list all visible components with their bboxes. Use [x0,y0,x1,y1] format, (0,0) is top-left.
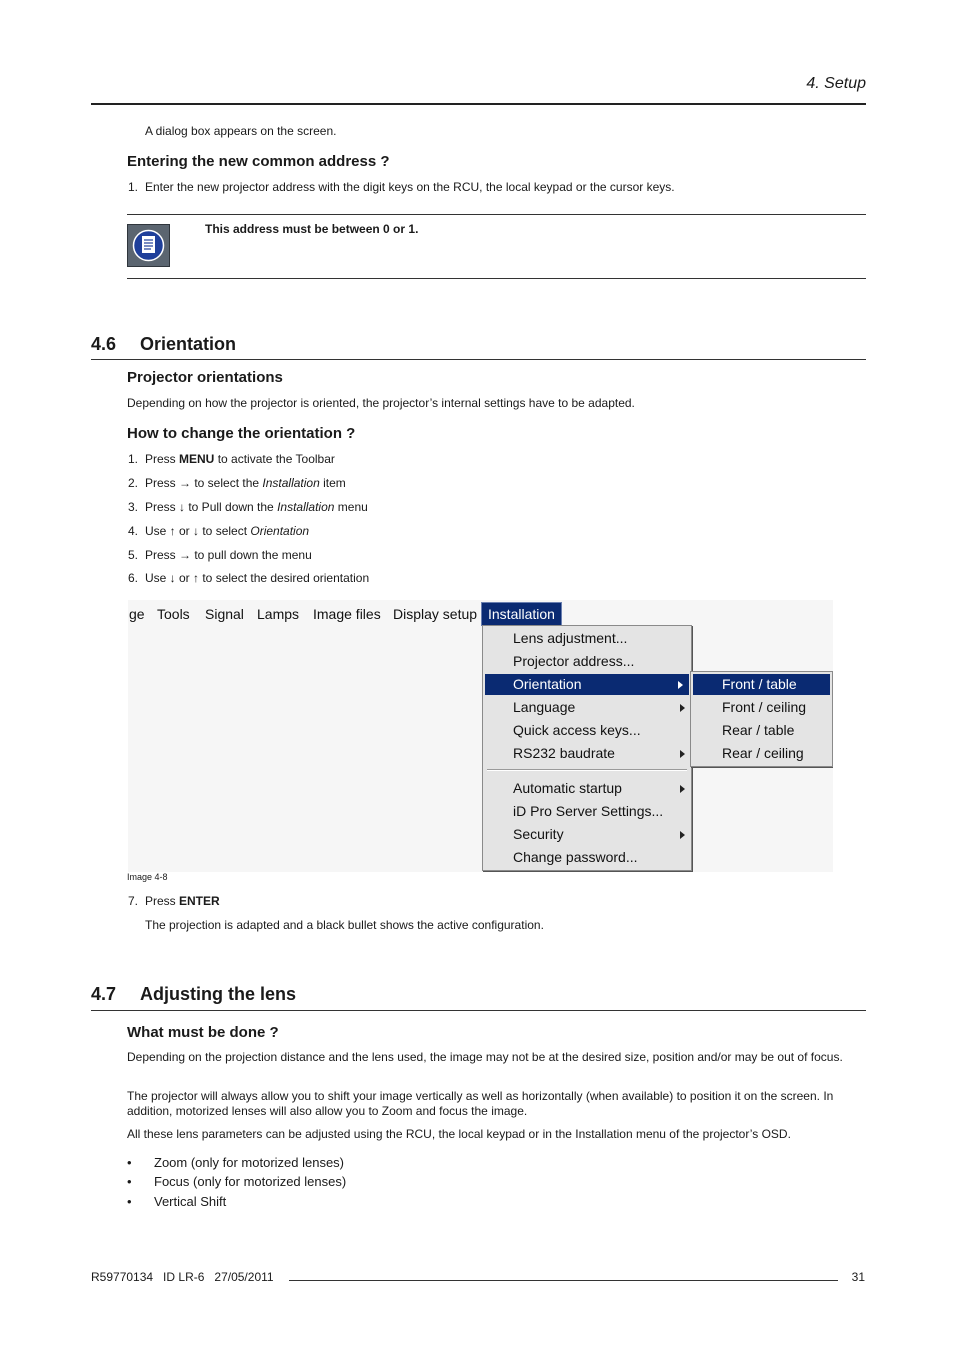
orientation-step [128,452,335,467]
menu-item-label: Automatic startup [513,780,622,796]
submenu-item-label: Rear / table [722,722,795,738]
menu-item-label: Lens adjustment... [513,630,628,646]
step-text: item [319,476,346,490]
step-number: 1. [128,452,139,466]
what-must-be-done-heading: What must be done ? [127,1024,279,1041]
step-7-result: The projection is adapted and a black bullet shows the active configuration. [145,918,544,932]
step-menu-name: Installation [262,476,320,490]
submenu-arrow-icon [680,831,685,839]
step-text: Press [145,452,180,466]
step-text: Press → to pull down the menu [145,548,312,562]
submenu-item-label: Front / ceiling [722,699,807,715]
submenu-item-front-ceiling[interactable] [691,697,832,718]
lens-paragraph-1: Depending on the projection distance and the lens used, the image may not be at the desired size, position and/or may be out of focus. [127,1050,843,1064]
note-document-icon [127,224,170,267]
orientation-step [128,524,309,539]
menu-item-label: Orientation [513,676,582,692]
step-text: Press ↓ to Pull down the [145,500,278,514]
bullet-text: Zoom (only for motorized lenses) [154,1155,345,1170]
menu-item-quick-access-keys[interactable] [483,720,691,741]
bullet-item [127,1194,226,1209]
lens-paragraph-3: All these lens parameters can be adjusted using the RCU, the local keypad or in the Installation menu of the projector’s OSD. [127,1127,791,1141]
step-text: Press → to select the [145,476,263,490]
note-bottom-rule [127,278,866,279]
bullet-text: Focus (only for motorized lenses) [154,1174,347,1189]
step-text: Use ↑ or ↓ to select [145,524,251,538]
submenu-item-rear-table[interactable] [691,720,832,741]
step-text: Press [145,894,180,908]
section-title: Adjusting the lens [140,984,297,1004]
change-orientation-heading: How to change the orientation ? [127,425,356,442]
orientation-intro: Depending on how the projector is oriented, the projector’s internal settings have to be adapted. [127,396,635,410]
orientation-step [128,571,369,586]
footer-rule [289,1280,838,1281]
menu-item-label: RS232 baudrate [513,745,615,761]
menu-item-orientation[interactable] [485,674,689,695]
menu-item-security[interactable] [483,824,691,845]
submenu-item-label: Front / table [722,676,797,692]
section-rule [91,1010,866,1011]
submenu-item-rear-ceiling[interactable] [691,743,832,764]
menu-item-lens-adjustment[interactable] [483,628,691,649]
menu-item-label: Projector address... [513,653,635,669]
submenu-arrow-icon [680,785,685,793]
bullet-mark: • [127,1155,132,1170]
step-menu-name: Installation [277,500,335,514]
menu-separator [487,769,687,771]
orientation-step [128,548,312,563]
menubar-item-tools[interactable]: Tools [157,606,190,622]
section-heading-orientation [91,334,236,355]
bullet-item [127,1155,344,1170]
step-key: ENTER [179,894,220,908]
header-rule [91,103,866,105]
lens-paragraph-2: The projector will always allow you to shift your image vertically as well as horizontally (when available) to position it on the screen. In addition, motorized lenses will also allow you to Zoom and focus the image. [127,1089,834,1118]
menu-item-projector-address[interactable] [483,651,691,672]
figure-caption: Image 4-8 [127,872,168,882]
submenu-item-label: Rear / ceiling [722,745,804,761]
orientation-step [128,500,368,515]
step-menu-name: Orientation [250,524,310,538]
step-text: to activate the Toolbar [214,452,335,466]
menu-item-label: Quick access keys... [513,722,641,738]
section-heading-adjusting-lens [91,984,296,1005]
bullet-text: Vertical Shift [154,1194,227,1209]
menu-item-rs232-baudrate[interactable] [483,743,691,764]
orientation-submenu [690,671,833,767]
menubar-item-signal[interactable]: Signal [205,606,244,622]
step-number: 4. [128,524,139,538]
menubar-item-lamps[interactable]: Lamps [257,606,300,622]
step-text: Enter the new projector address with the digit keys on the RCU, the local keypad or the cursor keys. [145,180,675,194]
submenu-arrow-icon [678,681,683,689]
bullet-mark: • [127,1194,132,1209]
entering-heading: Entering the new common address ? [127,153,390,170]
orientation-step-7 [128,894,220,909]
step-text: Use ↓ or ↑ to select the desired orientation [145,571,370,585]
bullet-mark: • [127,1174,132,1189]
orientation-step [128,476,346,491]
menu-item-id-pro-server-settings[interactable] [483,801,691,822]
entering-step-1 [128,180,675,195]
step-text: menu [334,500,368,514]
step-number: 7. [128,894,139,908]
menu-item-language[interactable] [483,697,691,718]
note-text: This address must be between 0 or 1. [205,222,419,236]
footer-document-id: R59770134 ID LR-6 27/05/2011 [91,1270,274,1284]
osd-menu-screenshot [128,600,833,872]
section-number: 4.6 [91,334,117,354]
menu-item-label: iD Pro Server Settings... [513,803,664,819]
section-number: 4.7 [91,984,117,1004]
menubar-item-partial[interactable]: ge [129,606,145,622]
installation-menu [482,625,692,871]
submenu-arrow-icon [680,704,685,712]
menu-item-automatic-startup[interactable] [483,778,691,799]
menubar-item-installation[interactable]: Installation [481,602,562,626]
step-number: 1. [128,180,139,194]
projector-orientations-heading: Projector orientations [127,369,283,386]
submenu-arrow-icon [680,750,685,758]
dialog-text: A dialog box appears on the screen. [145,124,337,138]
menu-item-change-password[interactable] [483,847,691,868]
menu-item-label: Security [513,826,564,842]
osd-menubar [128,600,833,625]
menu-item-label: Language [513,699,576,715]
menubar-item-display-setup[interactable]: Display setup [393,606,478,622]
page-number: 31 [851,1270,865,1284]
step-number: 5. [128,548,139,562]
section-title: Orientation [140,334,237,354]
step-number: 2. [128,476,139,490]
section-rule [91,359,866,360]
note-top-rule [127,214,866,215]
step-number: 6. [128,571,139,585]
menubar-item-image-files[interactable]: Image files [313,606,381,622]
bullet-item [127,1174,346,1189]
submenu-item-front-table[interactable] [693,674,830,695]
chapter-title: 4. Setup [806,75,866,92]
note-icon-graphic [128,225,169,266]
step-key: MENU [179,452,215,466]
step-number: 3. [128,500,139,514]
menu-item-label: Change password... [513,849,638,865]
